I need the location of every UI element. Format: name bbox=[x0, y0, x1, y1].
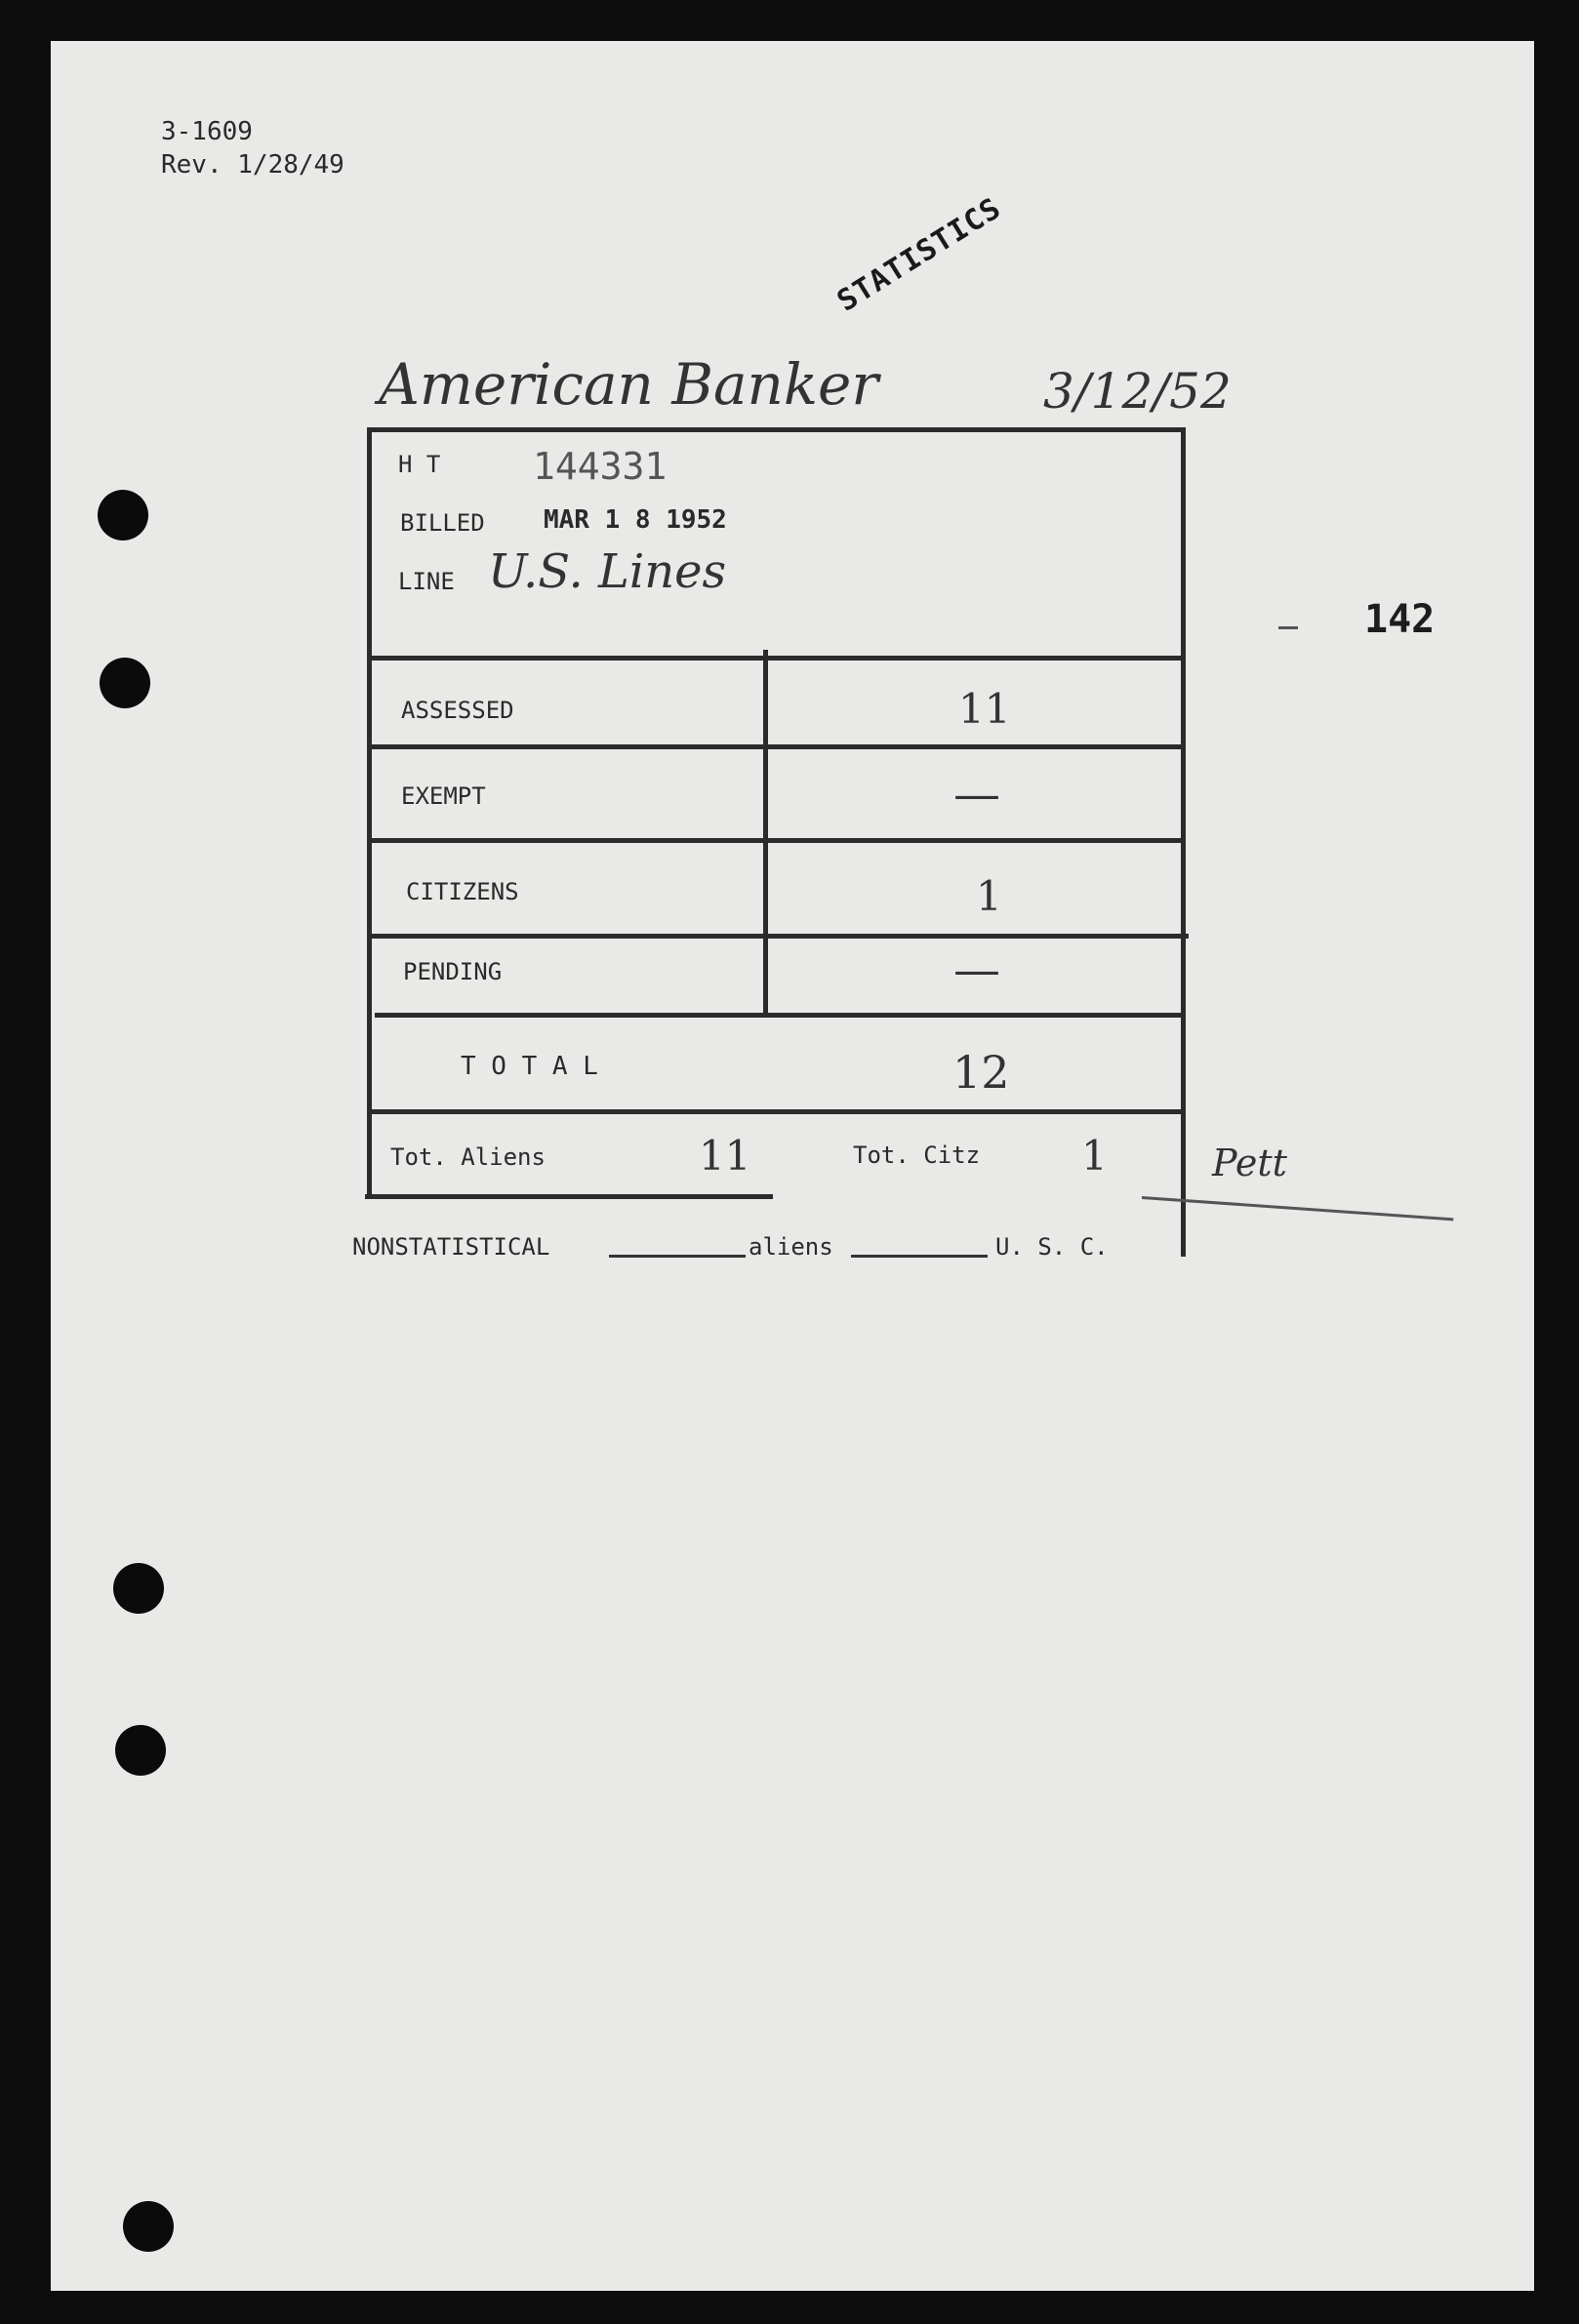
arrival-date: 3/12/52 bbox=[1043, 363, 1232, 420]
exempt-label: EXEMPT bbox=[401, 782, 486, 810]
blank-underline bbox=[609, 1255, 746, 1258]
pending-value: — bbox=[953, 942, 1000, 997]
punch-hole bbox=[113, 1563, 164, 1614]
statistics-stamp: STATISTICS bbox=[831, 190, 1008, 319]
punch-hole bbox=[115, 1725, 166, 1776]
total-aliens-label: Tot. Aliens bbox=[390, 1143, 546, 1171]
total-citizens-label: Tot. Citz bbox=[853, 1142, 981, 1169]
blank-underline bbox=[851, 1255, 988, 1258]
nonstatistical-label: NONSTATISTICAL bbox=[352, 1233, 550, 1261]
billed-label: BILLED bbox=[400, 509, 485, 537]
total-label: T O T A L bbox=[461, 1052, 598, 1081]
document-page bbox=[51, 41, 1534, 2291]
citizens-value: 1 bbox=[976, 872, 1002, 920]
form-number: 3-1609 bbox=[161, 117, 253, 146]
total-aliens-value: 11 bbox=[699, 1132, 751, 1180]
vessel-name: American Banker bbox=[379, 351, 879, 418]
citizens-label: CITIZENS bbox=[406, 878, 519, 905]
total-value: 12 bbox=[952, 1046, 1010, 1099]
exempt-value: — bbox=[953, 767, 1000, 821]
ht-label: H T bbox=[398, 451, 441, 478]
punch-hole bbox=[98, 490, 148, 541]
ht-number: 144331 bbox=[533, 445, 668, 488]
punch-hole bbox=[100, 658, 150, 708]
inspector-initials: Pett bbox=[1212, 1142, 1287, 1184]
form-revision: Rev. 1/28/49 bbox=[161, 150, 344, 180]
punch-hole bbox=[123, 2201, 174, 2252]
page-number: 142 bbox=[1364, 597, 1436, 642]
dash-mark bbox=[1278, 626, 1298, 629]
signature-stroke bbox=[1142, 1196, 1453, 1221]
assessed-label: ASSESSED bbox=[401, 697, 514, 724]
assessed-value: 11 bbox=[958, 685, 1011, 733]
billed-date-stamp: MAR 1 8 1952 bbox=[544, 505, 727, 535]
pending-label: PENDING bbox=[403, 958, 503, 985]
line-label: LINE bbox=[398, 568, 455, 595]
aliens-label: aliens bbox=[749, 1233, 833, 1261]
line-name: U.S. Lines bbox=[488, 544, 727, 599]
usc-label: U. S. C. bbox=[995, 1233, 1109, 1261]
total-citizens-value: 1 bbox=[1081, 1132, 1108, 1180]
